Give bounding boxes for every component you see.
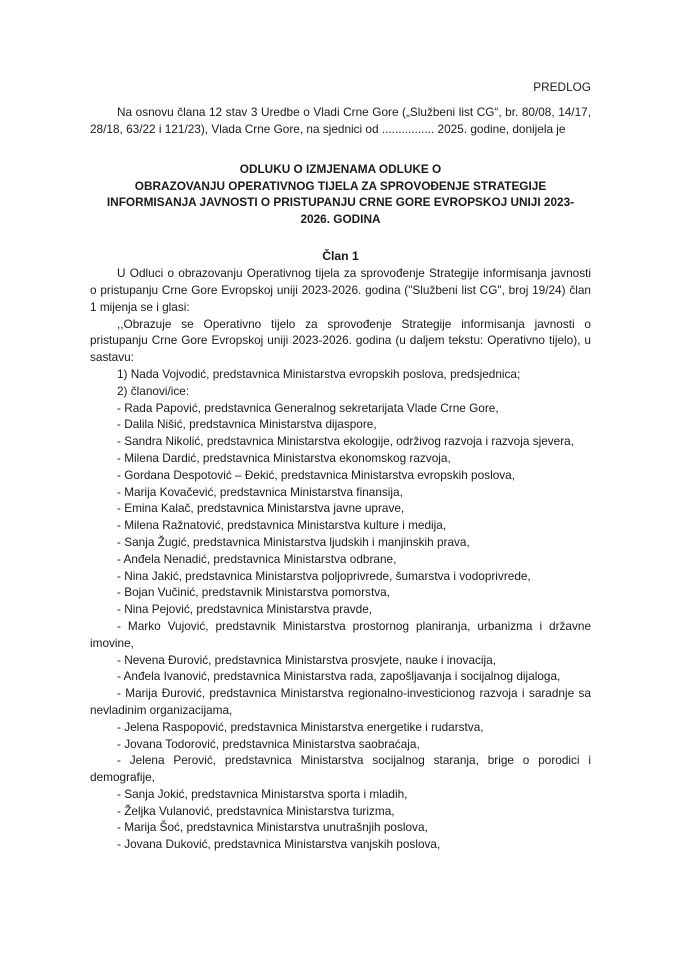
- decision-title: [90, 161, 591, 227]
- article-paragraph: 1) Nada Vojvodić, predstavnica Ministarstva evropskih poslova, predsjednica;: [117, 366, 521, 381]
- member-item: - Bojan Vučinić, predstavnik Ministarstva pomorstva,: [117, 585, 390, 600]
- member-item: - Emina Kalač, predstavnica Ministarstva javne uprave,: [117, 501, 405, 516]
- member-item: - Marija Šoć, predstavnica Ministarstva unutrašnjih poslova,: [117, 820, 428, 835]
- member-item: - Nina Pejović, predstavnica Ministarstva pravde,: [117, 602, 373, 617]
- members-list: [90, 400, 591, 854]
- article-paragraph: 2) članovi/ice:: [117, 383, 190, 398]
- member-item: - Gordana Despotović – Đekić, predstavnica Ministarstva evropskih poslova,: [117, 467, 515, 482]
- member-item: - Anđela Ivanović, predstavnica Ministarstva rada, zapošljavanja i socijalnog dijaloga,: [117, 669, 561, 684]
- title-line: INFORMISANJA JAVNOSTI O PRISTUPANJU CRNE GORE EVROPSKOJ UNIJI 2023-: [106, 195, 575, 210]
- document-page: [90, 79, 591, 853]
- member-item: - Sanja Jokić, predstavnica Ministarstva sporta i mladih,: [117, 786, 408, 801]
- member-item: - Marija Kovačević, predstavnica Ministarstva finansija,: [117, 484, 403, 499]
- member-item: - Jovana Todorović, predstavnica Ministarstva saobraćaja,: [117, 736, 420, 751]
- member-item: - Anđela Nenadić, predstavnica Ministarstva odbrane,: [117, 551, 397, 566]
- title-line: OBRAZOVANJU OPERATIVNOG TIJELA ZA SPROVOĐENJE STRATEGIJE: [134, 178, 547, 193]
- predlog-label: PREDLOG: [533, 80, 591, 94]
- member-item: - Sandra Nikolić, predstavnica Ministarstva ekologije, održivog razvoja i razvoja sjevera,: [117, 434, 574, 449]
- member-item: - Jelena Raspopović, predstavnica Ministarstva energetike i rudarstva,: [117, 719, 484, 734]
- article-paragraph: U Odluci o obrazovanju Operativnog tijela za sprovođenje Strategije informisanja javnosti o pristupanju Crne Gore Evropskoj uniji 2023-2026. godina ("Službeni list CG", broj 19/24) član 1 mijenja se i glasi:: [90, 266, 591, 314]
- member-item: - Milena Dardić, predstavnica Ministarstva ekonomskog razvoja,: [117, 450, 451, 465]
- article-paragraph: ,,Obrazuje se Operativno tijelo za sprovođenje Strategije informisanja javnosti o pristupanju Crne Gore Evropskoj uniji 2023-2026. godina (u daljem tekstu: Operativno tijelo), u sastavu:: [90, 316, 591, 365]
- member-item: - Nevena Đurović, predstavnica Ministarstva prosvjete, nauke i inovacija,: [117, 652, 496, 667]
- member-item: - Marko Vujović, predstavnik Ministarstva prostornog planiranja, urbanizma i državne imovine,: [90, 618, 591, 650]
- member-item: - Rada Papović, predstavnica Generalnog sekretarijata Vlade Crne Gore,: [117, 400, 499, 415]
- title-line: 2026. GODINA: [300, 211, 381, 226]
- member-item: - Sanja Žugić, predstavnica Ministarstva ljudskih i manjinskih prava,: [117, 534, 470, 549]
- member-item: - Dalila Nišić, predstavnica Ministarstva dijaspore,: [117, 417, 377, 432]
- title-line: ODLUKU O IZMJENAMA ODLUKE O: [239, 162, 442, 177]
- article-heading: Član 1: [322, 249, 359, 264]
- member-item: - Jelena Perović, predstavnica Ministarstva socijalnog staranja, brige o porodici i demografije,: [90, 753, 591, 785]
- member-item: - Marija Đurović, predstavnica Ministarstva regionalno-investicionog razvoja i saradnje sa nevladinim organizacijama,: [90, 686, 591, 717]
- member-item: - Jovana Duković, predstavnica Ministarstva vanjskih poslova,: [117, 837, 441, 852]
- member-item: - Nina Jakić, predstavnica Ministarstva poljoprivrede, šumarstva i vodoprivrede,: [117, 568, 531, 583]
- member-item: - Željka Vulanović, predstavnica Ministarstva turizma,: [117, 803, 395, 818]
- preamble: Na osnovu člana 12 stav 3 Uredbe o Vladi Crne Gore („Službeni list CG“, br. 80/08, 14/17, 28/18, 63/22 i 121/23), Vlada Crne Gore, na sjednici od ................ 2025. godine, donijela je: [90, 104, 591, 136]
- member-item: - Milena Ražnatović, predstavnica Ministarstva kulture i medija,: [117, 518, 447, 533]
